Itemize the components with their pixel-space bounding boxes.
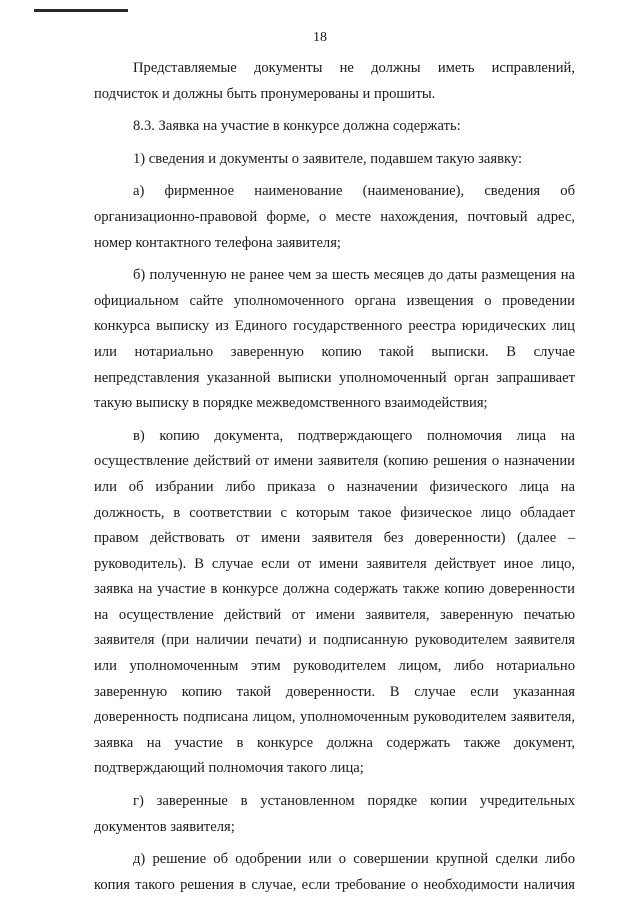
document-body bbox=[94, 56, 575, 898]
paragraph-item-g: г) заверенные в установленном порядке копии учредительных документов заявителя; bbox=[94, 793, 575, 835]
paragraph-item-b: б) полученную не ранее чем за шесть месяцев до даты размещения на официальном сайте уполномоченного органа извещения о проведении конкурса выписку из Единого государственного реестра юридических лиц или нотариально заверенную копию такой выписки. В случае непредставления указанной выписки уполномоченный орган запрашивает такую выписку в порядке межведомственного взаимодействия; bbox=[94, 267, 575, 412]
page-number: 18 bbox=[313, 30, 327, 45]
scan-artifact-line bbox=[34, 9, 128, 12]
paragraph-item-1: 1) сведения и документы о заявителе, подавшем такую заявку: bbox=[133, 150, 523, 167]
paragraph-documents-requirements: Представляемые документы не должны иметь исправлений, подчисток и должны быть пронумерованы и прошиты. bbox=[94, 60, 575, 102]
paragraph-item-d: д) решение об одобрении или о совершении крупной сделки либо копия такого решения в случае, если требование о необходимости наличия bbox=[94, 851, 575, 893]
paragraph-section-8-3: 8.3. Заявка на участие в конкурсе должна содержать: bbox=[133, 118, 461, 135]
paragraph-item-a: а) фирменное наименование (наименование), сведения об организационно-правовой форме, о месте нахождения, почтовый адрес, номер контактного телефона заявителя; bbox=[94, 183, 575, 251]
paragraph-item-v: в) копию документа, подтверждающего полномочия лица на осуществление действий от имени заявителя (копию решения о назначении или об избрании либо приказа о назначении физического лица на должность, в соответствии с которым такое физическое лицо обладает правом действовать от имени заявителя без доверенности) (далее – руководитель). В случае если от имени заявителя действует иное лицо, заявка на участие в конкурсе должна содержать также копию доверенности на осуществление действий от имени заявителя, заверенную печатью заявителя (при наличии печати) и подписанную руководителем заявителя или уполномоченным этим руководителем лицом, либо нотариально заверенную копию такой доверенности. В случае если указанная доверенность подписана лицом, уполномоченным руководителем заявителя, заявка на участие в конкурсе должна содержать также документ, подтверждающий полномочия такого лица; bbox=[94, 427, 575, 777]
